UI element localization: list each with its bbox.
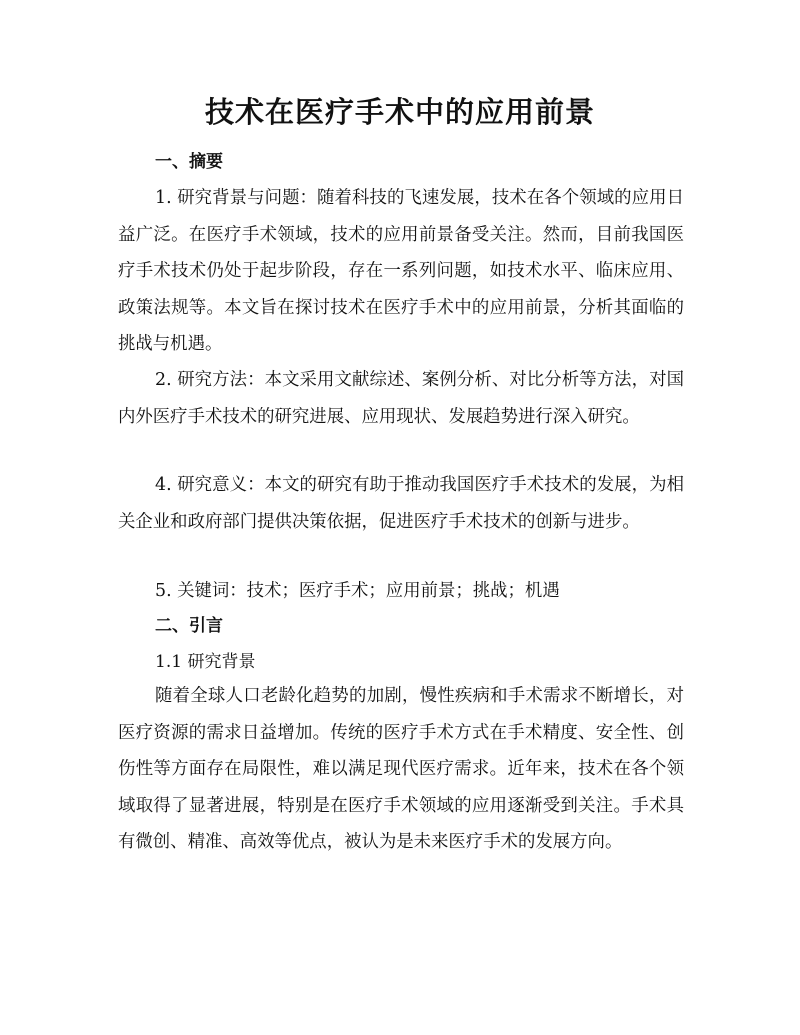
abstract-heading: 一、摘要 (155, 152, 223, 172)
subsection-research-background: 1.1 研究背景 (155, 652, 256, 672)
abstract-significance-paragraph: 4. 研究意义：本文的研究有助于推动我国医疗手术技术的发展，为相关企业和政府部门提供决策依据，促进医疗手术技术的创新与进步。 (118, 475, 684, 532)
introduction-paragraph: 随着全球人口老龄化趋势的加剧，慢性疾病和手术需求不断增长，对医疗资源的需求日益增加。传统的医疗手术方式在手术精度、安全性、创伤性等方面存在局限性，难以满足现代医疗需求。近年来，技术在各个领域取得了显著进展，特别是在医疗手术领域的应用逐渐受到关注。手术具有微创、精准、高效等优点，被认为是未来医疗手术的发展方向。 (118, 686, 684, 852)
abstract-background-paragraph: 1. 研究背景与问题：随着科技的飞速发展，技术在各个领域的应用日益广泛。在医疗手术领域，技术的应用前景备受关注。然而，目前我国医疗手术技术仍处于起步阶段，存在一系列问题，如技术水平、临床应用、政策法规等。本文旨在探讨技术在医疗手术中的应用前景，分析其面临的挑战与机遇。 (118, 188, 684, 354)
introduction-heading: 二、引言 (155, 616, 223, 636)
abstract-keywords-paragraph: 5. 关键词：技术；医疗手术；应用前景；挑战；机遇 (155, 581, 560, 601)
abstract-methods-paragraph: 2. 研究方法：本文采用文献综述、案例分析、对比分析等方法，对国内外医疗手术技术的研究进展、应用现状、发展趋势进行深入研究。 (118, 370, 684, 427)
document-title: 技术在医疗手术中的应用前景 (204, 95, 595, 129)
